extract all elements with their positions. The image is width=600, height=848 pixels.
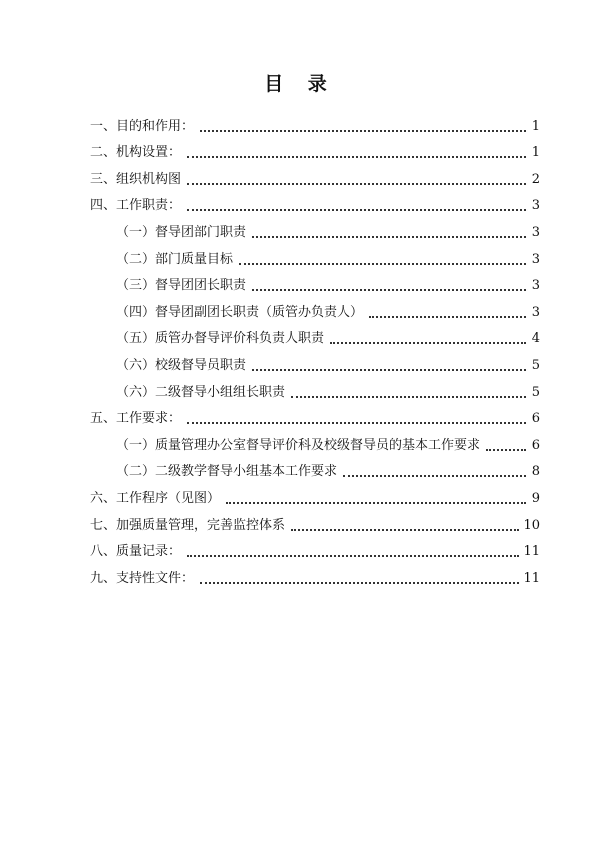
- dot-leader: [187, 155, 526, 158]
- toc-entry-label: （六）校级督导员职责: [116, 357, 247, 373]
- toc-entry[interactable]: [90, 321, 540, 348]
- toc-entry-page-number: 10: [523, 517, 540, 533]
- toc-entry-label: 七、加强质量管理，完善监控体系: [90, 517, 286, 533]
- toc-entry[interactable]: [90, 268, 540, 295]
- dot-leader: [369, 315, 526, 318]
- toc-entry[interactable]: [90, 454, 540, 481]
- toc-entry-label: 九、支持性文件：: [90, 570, 195, 586]
- toc-entry-label: （二）部门质量目标: [116, 251, 234, 267]
- toc-entry[interactable]: [90, 374, 540, 401]
- toc-entry-label: （四）督导团副团长职责（质管办负责人）: [116, 304, 364, 320]
- dot-leader: [226, 501, 526, 504]
- dot-leader: [486, 448, 526, 451]
- toc-entry-page-number: 1: [531, 118, 540, 134]
- dot-leader: [200, 129, 526, 132]
- toc-entry[interactable]: [90, 108, 540, 135]
- dot-leader: [252, 368, 526, 371]
- toc-entry-page-number: 5: [531, 384, 540, 400]
- toc-entry[interactable]: [90, 294, 540, 321]
- toc-entry-page-number: 9: [531, 490, 540, 506]
- toc-entry-label: 三、组织机构图: [90, 171, 182, 187]
- toc-entry-label: （三）督导团团长职责: [116, 278, 247, 294]
- dot-leader: [252, 235, 526, 238]
- toc-entry-label: 六、工作程序（见图）: [90, 490, 221, 506]
- dot-leader: [330, 341, 526, 344]
- toc-entry-page-number: 3: [531, 304, 540, 320]
- toc-entry[interactable]: [90, 401, 540, 428]
- toc-entry[interactable]: [90, 241, 540, 268]
- dot-leader: [187, 421, 526, 424]
- table-of-contents: [90, 108, 540, 587]
- toc-entry[interactable]: [90, 135, 540, 162]
- toc-entry[interactable]: [90, 188, 540, 215]
- dot-leader: [187, 554, 519, 557]
- toc-title: 目 录: [264, 73, 336, 95]
- toc-entry-page-number: 1: [531, 145, 540, 161]
- dot-leader: [252, 288, 526, 291]
- toc-entry[interactable]: [90, 427, 540, 454]
- dot-leader: [343, 474, 526, 477]
- toc-entry[interactable]: [90, 534, 540, 561]
- toc-entry-label: 八、质量记录：: [90, 544, 182, 560]
- toc-entry-label: （一）督导团部门职责: [116, 224, 247, 240]
- toc-entry[interactable]: [90, 214, 540, 241]
- toc-entry-page-number: 11: [523, 544, 540, 560]
- toc-entry[interactable]: [90, 560, 540, 587]
- toc-entry-label: （二）二级教学督导小组基本工作要求: [116, 464, 338, 480]
- dot-leader: [200, 581, 519, 584]
- dot-leader: [239, 262, 526, 265]
- toc-entry-page-number: 3: [531, 278, 540, 294]
- toc-entry-label: 二、机构设置：: [90, 145, 182, 161]
- dot-leader: [291, 395, 526, 398]
- dot-leader: [187, 182, 526, 185]
- toc-entry-label: （六）二级督导小组组长职责: [116, 384, 286, 400]
- toc-entry-label: （五）质管办督导评价科负责人职责: [116, 331, 325, 347]
- toc-entry-label: 四、工作职责：: [90, 198, 182, 214]
- toc-entry-page-number: 11: [523, 570, 540, 586]
- toc-entry-page-number: 6: [531, 411, 540, 427]
- toc-entry[interactable]: [90, 161, 540, 188]
- toc-entry-label: 一、目的和作用：: [90, 118, 195, 134]
- toc-entry-label: 五、工作要求：: [90, 411, 182, 427]
- toc-entry-page-number: 3: [531, 251, 540, 267]
- dot-leader: [187, 208, 526, 211]
- toc-entry-label: （一）质量管理办公室督导评价科及校级督导员的基本工作要求: [116, 437, 481, 453]
- toc-entry-page-number: 8: [531, 464, 540, 480]
- toc-entry-page-number: 3: [531, 224, 540, 240]
- toc-entry-page-number: 4: [531, 331, 540, 347]
- toc-entry[interactable]: [90, 507, 540, 534]
- toc-entry-page-number: 2: [531, 171, 540, 187]
- toc-entry-page-number: 5: [531, 357, 540, 373]
- toc-entry-page-number: 3: [531, 198, 540, 214]
- toc-entry-page-number: 6: [531, 437, 540, 453]
- dot-leader: [291, 528, 519, 531]
- toc-entry[interactable]: [90, 480, 540, 507]
- toc-entry[interactable]: [90, 347, 540, 374]
